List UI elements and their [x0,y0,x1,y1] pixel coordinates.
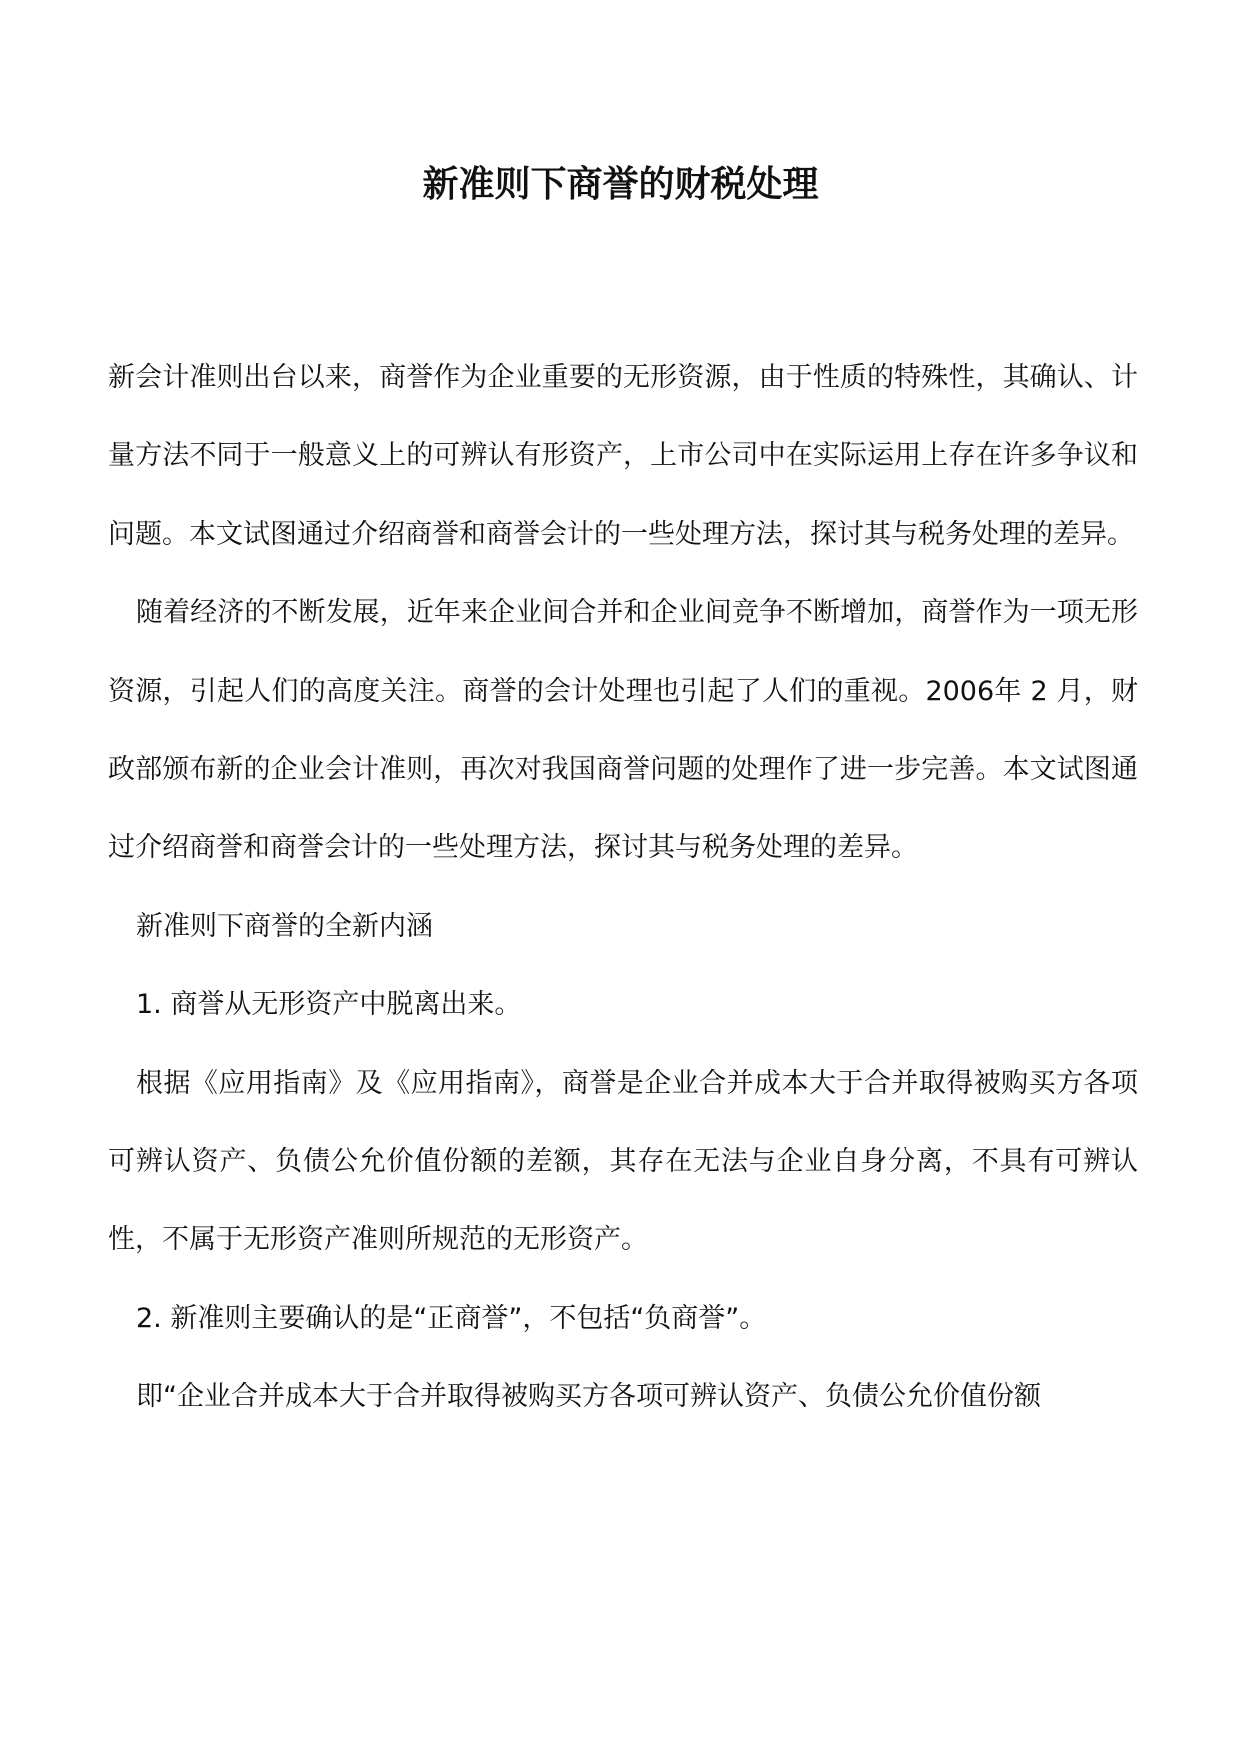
section-heading: 新准则下商誉的全新内涵 [136,910,433,942]
document-body [108,339,1138,1437]
paragraph-background: 随着经济的不断发展，近年来企业间合并和企业间竞争不断增加，商誉作为一项无形资源，引起人们的高度关注。商誉的会计处理也引起了人们的重视。2006年 2 月，财政部颁布新的企业会计准则，再次对我国商誉问题的处理作了进一步完善。本文试图通过介绍商誉和商誉会计的一些处理方法，探讨其与税务处理的差异。 [108,597,1138,864]
document-title: 新准则下商誉的财税处理 [422,163,819,205]
list-item-2: 2. 新准则主要确认的是“正商誉”，不包括“负商誉”。 [136,1302,767,1334]
paragraph-continued: 即“企业合并成本大于合并取得被购买方各项可辨认资产、负债公允价值份额 [136,1381,1041,1413]
paragraph-definition: 根据《应用指南》及《应用指南》，商誉是企业合并成本大于合并取得被购买方各项可辨认资产、负债公允价值份额的差额，其存在无法与企业自身分离，不具有可辨认性，不属于无形资产准则所规范的无形资产。 [108,1067,1138,1256]
list-item-1: 1. 商誉从无形资产中脱离出来。 [136,989,522,1021]
paragraph-intro: 新会计准则出台以来，商誉作为企业重要的无形资源，由于性质的特殊性，其确认、计量方法不同于一般意义上的可辨认有形资产，上市公司中在实际运用上存在许多争议和问题。本文试图通过介绍商誉和商誉会计的一些处理方法，探讨其与税务处理的差异。 [108,362,1138,550]
